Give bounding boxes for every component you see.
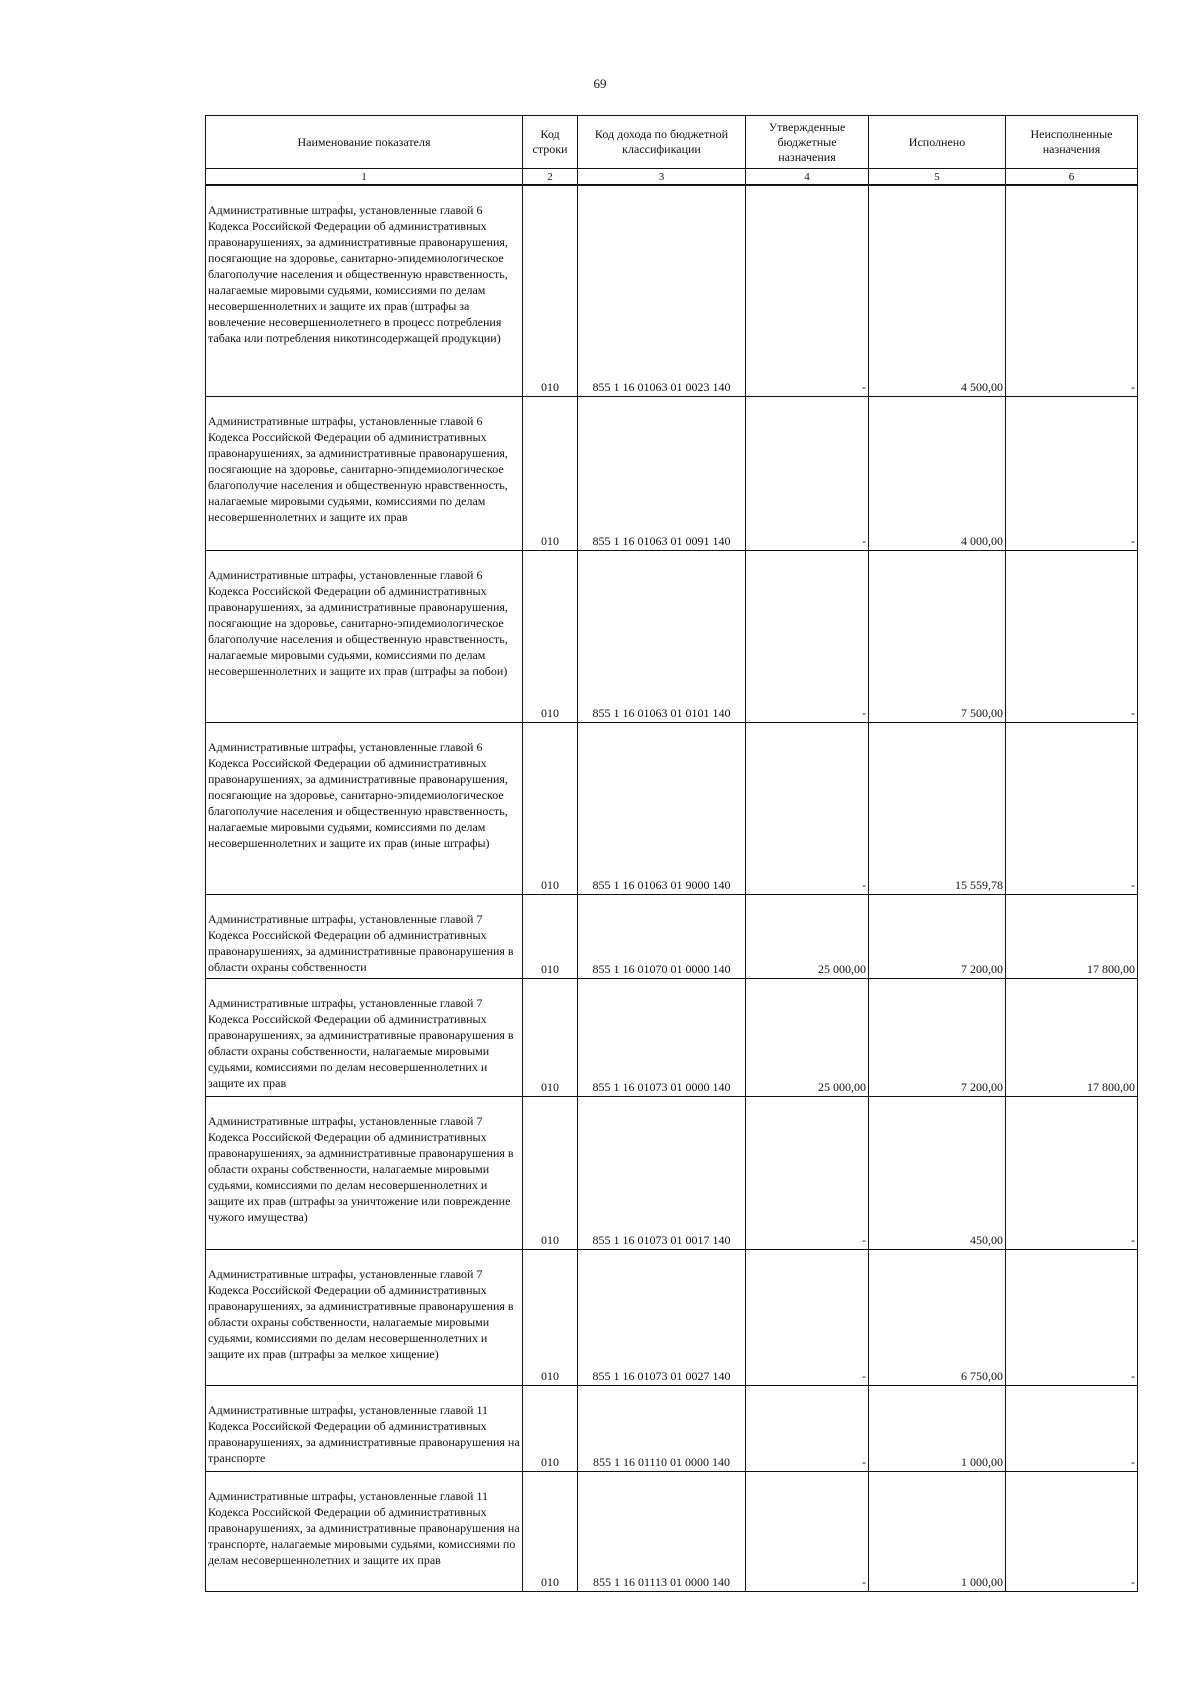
income-code: 855 1 16 01113 01 0000 140 [578,1471,746,1591]
column-header-unexecuted: Неисполненные назначения [1006,116,1138,169]
table-row [206,1096,1138,1249]
column-header-approved: Утвержденные бюджетные назначения [746,116,869,169]
approved-amount: - [746,722,869,894]
line-code: 010 [523,1385,578,1471]
approved-amount: - [746,1096,869,1249]
income-code: 855 1 16 01063 01 0091 140 [578,396,746,550]
unexecuted-amount: - [1006,185,1138,396]
budget-report-table [205,115,1138,1592]
unexecuted-amount: 17 800,00 [1006,978,1138,1096]
line-code: 010 [523,1471,578,1591]
approved-amount: - [746,1249,869,1385]
income-code: 855 1 16 01073 01 0000 140 [578,978,746,1096]
income-code: 855 1 16 01073 01 0027 140 [578,1249,746,1385]
income-code: 855 1 16 01063 01 0101 140 [578,550,746,722]
executed-amount: 7 200,00 [869,894,1006,978]
indicator-name: Административные штрафы, установленные главой 6 Кодекса Российской Федерации об административных правонарушениях, за административные правонарушения, посягающие на здоровье, санитарно-эпидемиологическое благополучие населения и общественную нравственность, налагаемые мировыми судьями, комиссиями по делам несовершеннолетних и защите их прав (штрафы за побои) [206,550,523,722]
indicator-name: Административные штрафы, установленные главой 6 Кодекса Российской Федерации об административных правонарушениях, за административные правонарушения, посягающие на здоровье, санитарно-эпидемиологическое благополучие населения и общественную нравственность, налагаемые мировыми судьями, комиссиями по делам несовершеннолетних и защите их прав (штрафы за вовлечение несовершеннолетнего в процесс потребления табака или потребления никотинсодержащей продукции) [206,185,523,396]
column-header-name: Наименование показателя [206,116,523,169]
approved-amount: 25 000,00 [746,894,869,978]
indicator-name: Административные штрафы, установленные главой 6 Кодекса Российской Федерации об административных правонарушениях, за административные правонарушения, посягающие на здоровье, санитарно-эпидемиологическое благополучие населения и общественную нравственность, налагаемые мировыми судьями, комиссиями по делам несовершеннолетних и защите их прав [206,396,523,550]
executed-amount: 450,00 [869,1096,1006,1249]
approved-amount: - [746,1385,869,1471]
column-number-row [206,169,1138,186]
income-code: 855 1 16 01063 01 0023 140 [578,185,746,396]
executed-amount: 4 500,00 [869,185,1006,396]
income-code: 855 1 16 01073 01 0017 140 [578,1096,746,1249]
approved-amount: 25 000,00 [746,978,869,1096]
line-code: 010 [523,722,578,894]
indicator-name: Административные штрафы, установленные главой 7 Кодекса Российской Федерации об административных правонарушениях, за административные правонарушения в области охраны собственности, налагаемые мировыми судьями, комиссиями по делам несовершеннолетних и защите их прав (штрафы за мелкое хищение) [206,1249,523,1385]
income-code: 855 1 16 01063 01 9000 140 [578,722,746,894]
header-row [206,116,1138,169]
unexecuted-amount: - [1006,1385,1138,1471]
executed-amount: 15 559,78 [869,722,1006,894]
unexecuted-amount: - [1006,1249,1138,1385]
table-row [206,1471,1138,1591]
executed-amount: 7 500,00 [869,550,1006,722]
column-header-code: Код дохода по бюджетной классификации [578,116,746,169]
executed-amount: 4 000,00 [869,396,1006,550]
line-code: 010 [523,396,578,550]
line-code: 010 [523,894,578,978]
approved-amount: - [746,550,869,722]
indicator-name: Административные штрафы, установленные главой 7 Кодекса Российской Федерации об административных правонарушениях, за административные правонарушения в области охраны собственности, налагаемые мировыми судьями, комиссиями по делам несовершеннолетних и защите их прав (штрафы за уничтожение или повреждение чужого имущества) [206,1096,523,1249]
column-number: 4 [746,169,869,186]
table-row [206,1385,1138,1471]
unexecuted-amount: 17 800,00 [1006,894,1138,978]
column-number: 3 [578,169,746,186]
column-number: 6 [1006,169,1138,186]
indicator-name: Административные штрафы, установленные главой 11 Кодекса Российской Федерации об административных правонарушениях, за административные правонарушения на транспорте, налагаемые мировыми судьями, комиссиями по делам несовершеннолетних и защите их прав [206,1471,523,1591]
table-row [206,185,1138,396]
column-header-line: Код строки [523,116,578,169]
unexecuted-amount: - [1006,550,1138,722]
unexecuted-amount: - [1006,396,1138,550]
unexecuted-amount: - [1006,1471,1138,1591]
approved-amount: - [746,185,869,396]
executed-amount: 7 200,00 [869,978,1006,1096]
column-number: 2 [523,169,578,186]
line-code: 010 [523,1096,578,1249]
indicator-name: Административные штрафы, установленные главой 7 Кодекса Российской Федерации об административных правонарушениях, за административные правонарушения в области охраны собственности, налагаемые мировыми судьями, комиссиями по делам несовершеннолетних и защите их прав [206,978,523,1096]
approved-amount: - [746,396,869,550]
table-row [206,396,1138,550]
approved-amount: - [746,1471,869,1591]
income-code: 855 1 16 01110 01 0000 140 [578,1385,746,1471]
table-row [206,894,1138,978]
executed-amount: 1 000,00 [869,1471,1006,1591]
table-row [206,550,1138,722]
executed-amount: 1 000,00 [869,1385,1006,1471]
unexecuted-amount: - [1006,722,1138,894]
executed-amount: 6 750,00 [869,1249,1006,1385]
indicator-name: Административные штрафы, установленные главой 11 Кодекса Российской Федерации об административных правонарушениях, за административные правонарушения на транспорте [206,1385,523,1471]
indicator-name: Административные штрафы, установленные главой 6 Кодекса Российской Федерации об административных правонарушениях, за административные правонарушения, посягающие на здоровье, санитарно-эпидемиологическое благополучие населения и общественную нравственность, налагаемые мировыми судьями, комиссиями по делам несовершеннолетних и защите их прав (иные штрафы) [206,722,523,894]
line-code: 010 [523,550,578,722]
table-row [206,1249,1138,1385]
table-row [206,978,1138,1096]
indicator-name: Административные штрафы, установленные главой 7 Кодекса Российской Федерации об административных правонарушениях, за административные правонарушения в области охраны собственности [206,894,523,978]
page-number: 69 [593,76,607,91]
table-row [206,722,1138,894]
line-code: 010 [523,185,578,396]
column-header-executed: Исполнено [869,116,1006,169]
unexecuted-amount: - [1006,1096,1138,1249]
line-code: 010 [523,978,578,1096]
column-number: 5 [869,169,1006,186]
income-code: 855 1 16 01070 01 0000 140 [578,894,746,978]
line-code: 010 [523,1249,578,1385]
column-number: 1 [206,169,523,186]
